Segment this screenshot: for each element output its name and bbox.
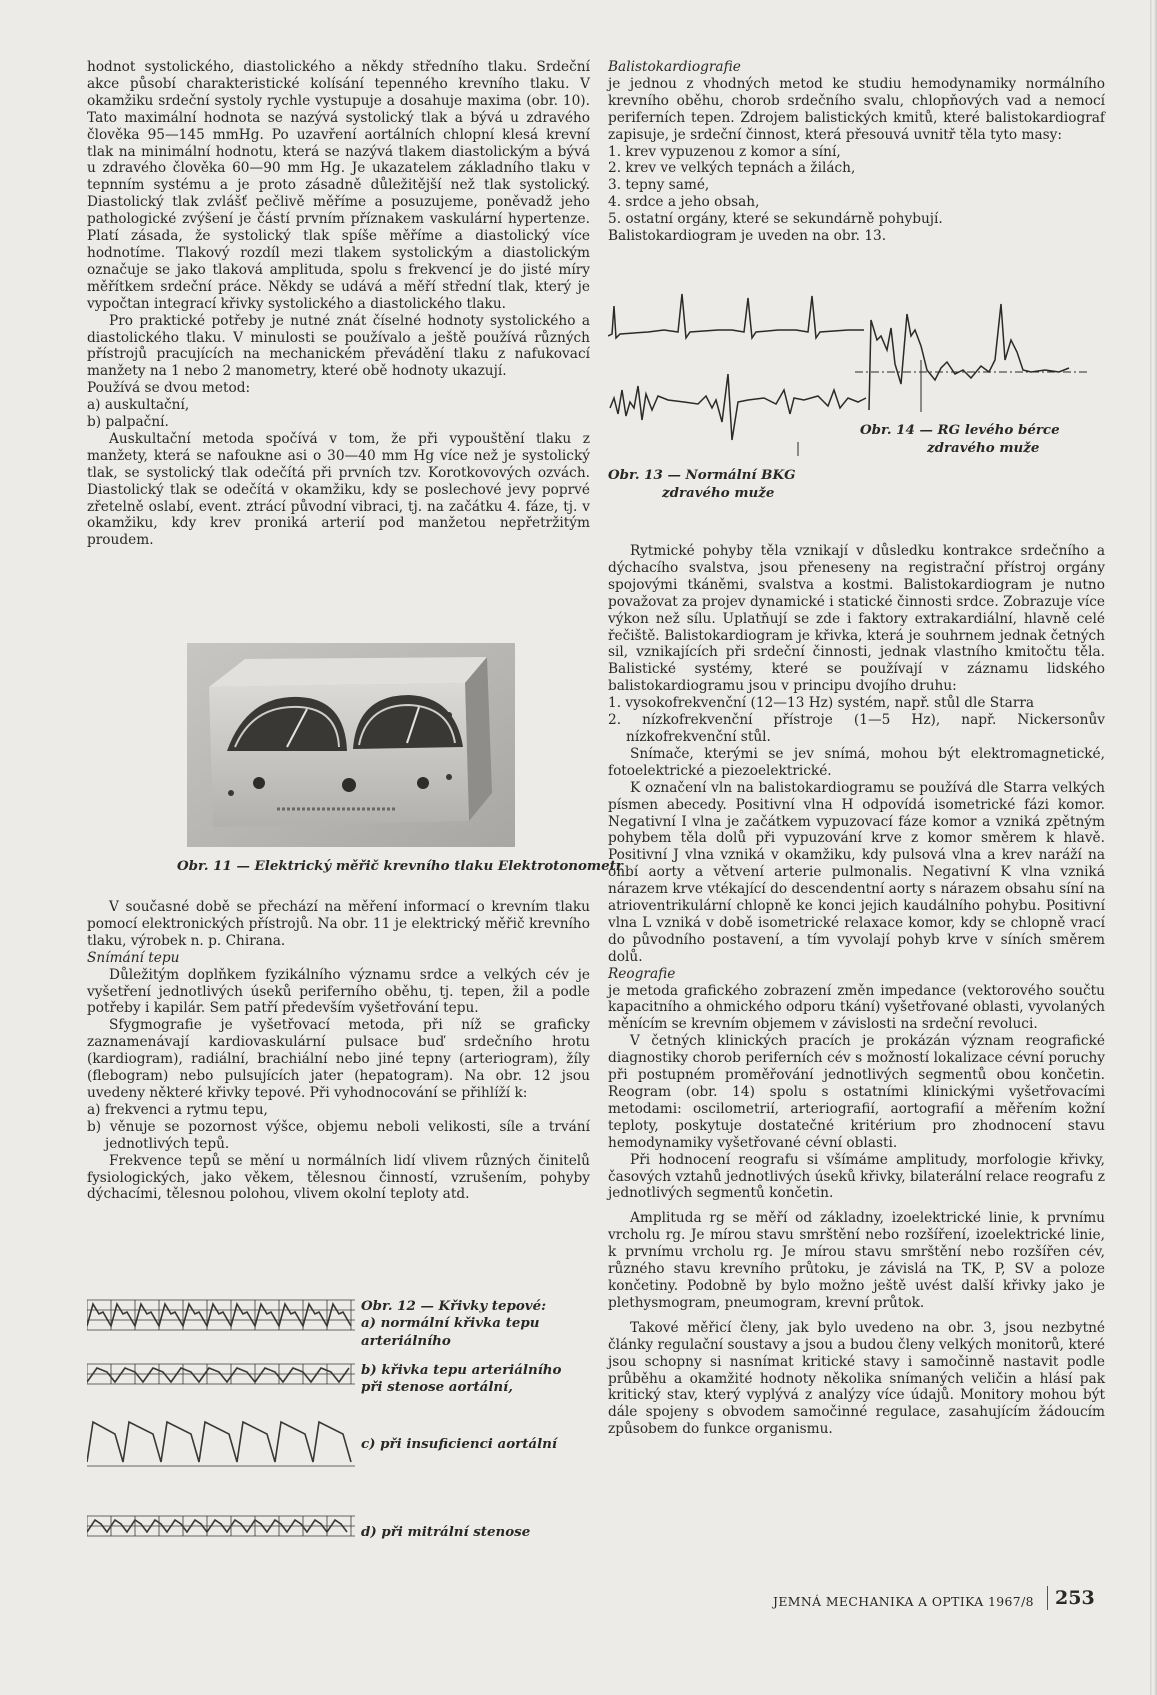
section-heading: Reografie	[608, 965, 676, 982]
list-item: 5. ostatní orgány, které se sekundárně pohybují.	[608, 211, 943, 228]
fig12-label-c: c) při insuficienci aortální	[361, 1436, 557, 1452]
paragraph: V současné době se přechází na měření informací o krevním tlaku pomocí elektronických přístrojů. Na obr. 11 je elektrický měřič krevního tlaku, výrobek n. p. Chirana.	[87, 899, 590, 949]
left-column	[87, 59, 590, 549]
list-item: 1. krev vypuzenou z komor a síní,	[608, 143, 841, 160]
paragraph: V četných klinických pracích je prokázán význam reografické diagnostiky chorob periferních cév s možností lokalizace cévní poruchy při postupném proměřování jednotlivých segmentů obou končetin. Reogram (obr. 14) spolu s ostatními klinickými vyšetřovacími metodami: oscilometrií, arteriografií, aortografií a měřením kožní teploty, poskytuje dostatečné kritérium pro zhodnocení stavu hemodynamiky vyšetřované cévní oblasti.	[608, 1033, 1105, 1151]
page-edge	[1150, 0, 1157, 1695]
footer-divider	[1047, 1586, 1048, 1610]
fig14-caption-line2: zdravého muže	[927, 440, 1040, 456]
fig14-caption-line1: Obr. 14 — RG levého bérce	[860, 422, 1060, 438]
fig13-caption-line1: Obr. 13 — Normální BKG	[608, 467, 796, 483]
list-item: 2. nízkofrekvenční přístroje (1—5 Hz), např. Nickersonův nízkofrekvenční stůl.	[608, 712, 1105, 745]
paragraph: Auskultační metoda spočívá v tom, že při vypouštění tlaku z manžety, která se nafoukne asi o 30—40 mm Hg více než je systolický tlak, se systolický tlak odečítá při prvních tzv. Korotkovových ozvách. Diastolický tlak se odečítá v okamžiku, kdy se poslechové jevy poprvé zřetelně oslabí, event. ztrácí původní vibraci, tj. na začátku 4. fáze, tj. v okamžiku, kdy krev proniká arterií pod manžetou nepřetržitým proudem.	[87, 430, 590, 549]
fig12-label-a: a) normální křivka tepu arteriálního	[361, 1315, 540, 1349]
right-column-lower	[608, 543, 1105, 1438]
paragraph: Takové měřicí členy, jak bylo uvedeno na obr. 3, jsou nezbytné články regulační soustavy a jsou a budou členy velkých monitorů, které jsou schopny si nasnímat kritické stavy i samočinně nastavit podle průběhu a okamžité hodnoty několika snímaných veličin a hlásí pak kritický stav, který vyplývá z analýzy více údajů. Monitory mohou být dále spojeny s obvodem samočinné regulace, zasahujícím žádoucím způsobem do funkce organismu.	[608, 1319, 1105, 1438]
list-item: 4. srdce a jeho obsah,	[608, 194, 760, 211]
list-item: a) frekvenci a rytmu tepu,	[87, 1101, 268, 1118]
left-column-lower	[87, 899, 590, 1203]
paragraph: Pro praktické potřeby je nutné znát číselné hodnoty systolického a diastolického tlaku. V minulosti se používalo a ještě používá různých přístrojů pracujících na mechanickém převádění tlaku z nafukovací manžety na 1 nebo 2 manometry, které obě hodnoty ukazují.	[87, 312, 590, 380]
paragraph: Frekvence tepů se mění u normálních lidí vlivem různých činitelů fysiologických, jako věkem, tělesnou činností, vzrušením, pohyby dýchacími, tělesnou polohou, vlivem okolní teploty atd.	[87, 1152, 590, 1203]
list-item: b) palpační.	[87, 414, 169, 431]
list-item: 3. tepny samé,	[608, 177, 710, 194]
fig12-pulse-curves	[87, 1296, 357, 1586]
section-heading: Snímání tepu	[87, 949, 180, 966]
list-item: a) auskultační,	[87, 397, 190, 414]
fig12-label-b: b) křivka tepu arteriálního při stenose aortální,	[361, 1362, 562, 1395]
right-column	[608, 59, 1105, 245]
list-item: 2. krev ve velkých tepnách a žilách,	[608, 160, 856, 177]
paragraph: Rytmické pohyby těla vznikají v důsledku kontrakce srdečního a dýchacího svalstva, jsou přeneseny na registrační přístroj orgány spojovými tkáněmi, svalstva a kostmi. Balistokardiogram je nutno považovat za projev dynamické i statické činnosti srdce. Zobrazuje více výkon než sílu. Uplatňují se zde i faktory extrakardiální, hlavně celé řečiště. Balistokardiogram je křivka, která je souhrnem jednak četných sil, vznikajících při srdeční činnosti, jednak vlastního kmitočtu těla. Balistické systémy, které se používají v záznamu lidského balistokardiogramu jsou v principu dvojího druhu:	[608, 543, 1105, 695]
fig14-rg-curve	[855, 300, 1095, 420]
list-item: b) věnuje se pozornost výšce, objemu neboli velikosti, síle a trvání jednotlivých tepů.	[87, 1118, 590, 1152]
paragraph: Používá se dvou metod:	[87, 380, 251, 397]
fig12-title: Obr. 12 — Křivky tepové:	[361, 1298, 547, 1314]
page-number: 253	[1055, 1587, 1095, 1609]
fig11-caption: Obr. 11 — Elektrický měřič krevního tlaku Elektrotonometr	[177, 858, 623, 874]
paragraph: hodnot systolického, diastolického a někdy středního tlaku. Srdeční akce působí charakteristické kolísání tepenného krevního tlaku. V okamžiku srdeční systoly rychle vystupuje a dosahuje maxima (obr. 10). Tato maximální hodnota se nazývá systolický tlak a bývá u zdravého člověka 95—145 mmHg. Po uzavření aortálních chlopní klesá krevní tlak na minimální hodnotu, která se nazývá tlakem diastolickým a bývá u zdravého člověka 60—90 mm Hg. Je ukazatelem základního tlaku v tepnním systému a je proto zásadně důležitější než tlak systolický. Diastolický tlak zvlášť pečlivě měříme a posuzujeme, poněvadž jeho pathologické zvýšení je částí prvním příznakem vaskulární hypertenze. Platí zásada, že systolický tlak spíše měříme a diastolický více hodnotíme. Tlakový rozdíl mezi tlakem systolickým a diastolickým označuje se jako tlaková amplituda, spolu s frekvencí je do jisté míry měřítkem srdeční práce. Někdy se udává a měří střední tlak, který je vypočtan integrací křivky systolického a diastolického tlaku.	[87, 59, 590, 312]
paragraph: je jednou z vhodných metod ke studiu hemodynamiky normálního krevního oběhu, chorob srdečního svalu, chlopňových vad a nemocí periferních tepen. Zdrojem balistických kmitů, které balistokardiograf zapisuje, je srdeční činnost, která přesouvá uvnitř těla tyto masy:	[608, 75, 1105, 143]
list-item: 1. vysokofrekvenční (12—13 Hz) systém, např. stůl dle Starra	[608, 695, 1035, 712]
paragraph: Balistokardiogram je uveden na obr. 13.	[608, 228, 887, 245]
section-heading: Balistokardiografie	[608, 59, 741, 75]
journal-footer: JEMNÁ MECHANIKA A OPTIKA 1967/8	[773, 1594, 1034, 1609]
paragraph: K označení vln na balistokardiogramu se používá dle Starra velkých písmen abecedy. Positivní vlna H odpovídá isometrické fázi komor. Negativní I vlna je začátkem vypuzovací fáze komor a vzniká zpětným pohybem těla dolů při vypuzování krve z komor směrem k hlavě. Positivní J vlna vzniká v okamžiku, kdy pulsová vlna a krev naráží na ohbí aorty a větvení arterie pulmonalis. Negativní K vlna vzniká nárazem krve vtékající do descendentní aorty s nárazem obsahu síní na atrioventrikulární chlopně ke konci jejich kaudálního pohybu. Positivní vlna L vzniká v době isometrické relaxace komor, kdy se chlopně vrací do původního postavení, a tím vyvolají pohyb krve v síních směrem dolů.	[608, 779, 1106, 965]
paragraph: Amplituda rg se měří od základny, izoelektrické linie, k prvnímu vrcholu rg. Je mírou stavu smrštění nebo rozšíření, izoelektrické linie, k prvnímu vrcholu rg. Je mírou stavu smrštění nebo rozšířen cév, různého stavu krevního průtoku, je závislá na TK, P, SV a poloze končetiny. Podobně by bylo možno ještě uvést další křivky jako je plethysmogram, pneumogram, krevní průtok.	[608, 1210, 1105, 1311]
paragraph: je metoda grafického zobrazení změn impedance (vektorového součtu kapacitního a ohmického odporu tkání) vyšetřované oblasti, vyvolaných měnícím se krevním objemem v závislosti na srdeční revoluci.	[608, 982, 1105, 1033]
paragraph: Důležitým doplňkem fyzikálního významu srdce a velkých cév je vyšetření jednotlivých úseků periferního oběhu, tj. tepen, žil a podle potřeby i kapilár. Sem patří především vyšetřování tepu.	[87, 966, 590, 1017]
paragraph: Sfygmografie je vyšetřovací metoda, při níž se graficky zaznamenávají kardiovaskulární pulsace buď srdečního hrotu (kardiogram), radiální, brachiální nebo jiné tepny (arteriogram), žíly (flebogram) nebo pulsujících jater (hepatogram). Na obr. 12 jsou uvedeny některé křivky tepové. Při vyhodnocování se přihlíží k:	[87, 1017, 590, 1101]
fig12-caption	[361, 1298, 576, 1350]
fig13-caption-line2: zdravého muže	[662, 485, 775, 501]
fig13-bkg-curve	[608, 290, 868, 460]
paragraph: Při hodnocení reografu si všímáme amplitudy, morfologie křivky, časových vztahů jednotlivých úseků křivky, bilaterální relace reografu z jednotlivých segmentů končetin.	[608, 1151, 1105, 1202]
fig12-label-d: d) při mitrální stenose	[361, 1524, 531, 1540]
paragraph: Snímače, kterými se jev snímá, mohou být elektromagnetické, fotoelektrické a piezoelektrické.	[608, 745, 1105, 779]
electrotonometer-photo	[187, 643, 515, 847]
